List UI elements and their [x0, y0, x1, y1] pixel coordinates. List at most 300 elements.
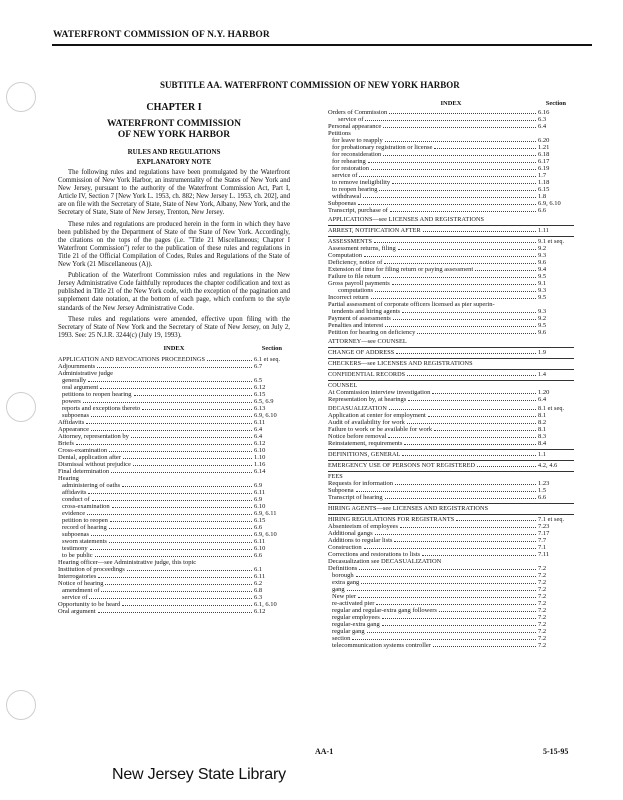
- index-entry: [328, 137, 574, 144]
- index-entry-label: APPLICATIONS—see LICENSES AND REGISTRATIONS: [328, 216, 485, 223]
- index-entry-label: service of: [338, 116, 364, 123]
- index-entry-section: 6.16: [538, 109, 550, 116]
- index-entry-section: 6.4: [254, 432, 263, 440]
- index-entry: [328, 503, 574, 512]
- leader-dots: [365, 120, 536, 121]
- index-entry-section: 1.16: [254, 460, 266, 468]
- index-entry-label: computations: [338, 287, 374, 294]
- index-entry: [328, 207, 574, 214]
- index-entry-section: 7.17: [538, 530, 550, 537]
- leader-dots: [105, 584, 252, 585]
- index-entry: [328, 558, 574, 565]
- index-entry: [328, 369, 574, 378]
- index-entry-section: 7.2: [538, 586, 547, 593]
- index-entry: [58, 426, 290, 433]
- index-entry-label: Petition for hearing on deficiency: [328, 329, 416, 336]
- index-entry-label: regular employees: [332, 614, 380, 621]
- index-entry-label: Assessment returns, filing: [328, 245, 396, 252]
- index-entry-label: Extension of time for filing return or paying assessment: [328, 266, 474, 273]
- index-entry: [328, 144, 574, 151]
- index-entry: [328, 426, 574, 433]
- index-entry: [328, 593, 574, 600]
- leader-dots: [76, 444, 252, 445]
- index-entry: [328, 358, 574, 367]
- index-entry-section: 1.8: [538, 193, 547, 200]
- index-entry: [58, 552, 290, 559]
- leader-dots: [133, 465, 252, 466]
- index-entry: [328, 252, 574, 259]
- index-entry-label: Petitions: [328, 130, 351, 137]
- index-entry: [58, 594, 290, 601]
- leader-dots: [396, 353, 536, 354]
- leader-dots: [101, 591, 252, 592]
- leader-dots: [347, 590, 536, 591]
- leader-dots: [363, 197, 536, 198]
- index-entry: [328, 642, 574, 649]
- index-entry-label: Reinstatement, requirements: [328, 440, 403, 447]
- explanatory-paragraph: The following rules and regulations have been promulgated by the Waterfront Commission of New York Harbor, an instrumentality of the States of New York and New Jersey, pursuant to the authority of the Waterfront Commission Act, Part I, Article IV, Section 7 [New York L. 1953, ch. 882; New Jersey L. 1953, ch. 202], and are on file with the Secretary of State, State of New York, Albany, New York, and the Secretary of State, State of New Jersey, Trenton, New Jersey.: [58, 169, 290, 217]
- leader-dots: [86, 423, 252, 424]
- leader-dots: [385, 141, 536, 142]
- index-entry-label: sworn statements: [62, 537, 107, 545]
- index-entry: [328, 460, 574, 469]
- index-entry-label: Additional gangs: [328, 530, 373, 537]
- index-entry-label: telecommunication systems controller: [332, 642, 431, 649]
- index-entry-section: 1.11: [538, 227, 549, 234]
- index-entry: [328, 600, 574, 607]
- index-entry: [328, 322, 574, 329]
- index-list-left: [58, 356, 290, 615]
- explanatory-note-heading: EXPLANATORY NOTE: [136, 158, 212, 166]
- index-entry: [58, 356, 290, 363]
- index-entry: [58, 363, 290, 370]
- index-entry-label: Orders of Commission: [328, 109, 388, 116]
- index-entry: [328, 308, 574, 315]
- index-entry: [58, 433, 290, 440]
- index-entry-section: 7.2: [538, 600, 547, 607]
- leader-dots: [392, 183, 536, 184]
- index-entry-label: to remove ineligibility: [332, 179, 391, 186]
- punch-hole: [6, 82, 36, 112]
- index-entry-section: 9.5: [538, 322, 547, 329]
- index-entry: [328, 301, 574, 308]
- leader-dots: [428, 416, 536, 417]
- index-title: INDEX: [163, 344, 185, 352]
- leader-dots: [207, 360, 252, 361]
- index-entry: [328, 405, 574, 412]
- index-entry: [328, 440, 574, 447]
- index-entry: [58, 489, 290, 496]
- leader-dots: [398, 249, 536, 250]
- index-entry: [328, 471, 574, 480]
- index-entry-section: 6.5, 6.9: [254, 397, 274, 405]
- index-entry-label: administering of oaths: [62, 481, 121, 489]
- index-entry: [328, 130, 574, 137]
- index-entry-section: 7.2: [538, 593, 547, 600]
- index-entry-label: New pier: [332, 593, 357, 600]
- index-entry-section: 7.1: [538, 544, 547, 551]
- index-entry: [58, 538, 290, 545]
- index-entry-section: 6.6: [254, 551, 263, 559]
- index-entry: [328, 389, 574, 396]
- leader-dots: [109, 528, 252, 529]
- index-entry-label: Representation by, at hearings: [328, 396, 407, 403]
- explanatory-paragraph: These rules and regulations were amended, effective upon filing with the Secretary of State of New York and the Secretary of State of New Jersey, on July 2, 1993. See: 25 N.J.R. 3244(c) (July 19, 1993).: [58, 315, 290, 339]
- index-entry-label: Additions to regular lists: [328, 537, 393, 544]
- section-column-header: Section: [545, 100, 566, 107]
- index-entry-label: petition to reopen: [62, 516, 108, 524]
- leader-dots: [359, 176, 536, 177]
- leader-dots: [356, 576, 536, 577]
- index-entry: [328, 494, 574, 501]
- index-entry-label: borough: [332, 572, 354, 579]
- index-entry-section: 6.9: [254, 481, 263, 489]
- leader-dots: [88, 381, 252, 382]
- leader-dots: [456, 520, 536, 521]
- index-entry-label: Hearing: [58, 474, 79, 482]
- leader-dots: [364, 256, 536, 257]
- index-entry-label: evidence: [62, 509, 86, 517]
- index-entry-section: 6.3: [538, 116, 547, 123]
- index-entry-section: 6.6: [538, 494, 547, 501]
- leader-dots: [402, 455, 536, 456]
- index-entry: [328, 347, 574, 356]
- leader-dots: [422, 555, 536, 556]
- leader-dots: [383, 277, 536, 278]
- index-entry-section: 7.23: [538, 523, 550, 530]
- index-entry: [328, 480, 574, 487]
- index-entry: [58, 405, 290, 412]
- index-entry-section: 6.6: [254, 523, 263, 531]
- index-entry-label: subpoenas: [62, 530, 90, 538]
- index-entry: [328, 635, 574, 642]
- index-entry-section: 6.15: [254, 516, 266, 524]
- leader-dots: [358, 597, 536, 598]
- index-entry: [328, 338, 574, 345]
- index-entry-label: Personal appearance: [328, 123, 382, 130]
- index-entry-label: Affidavits: [58, 418, 85, 426]
- index-entry: [328, 158, 574, 165]
- index-list-right: [328, 109, 574, 649]
- subtitle-heading: SUBTITLE AA. WATERFRONT COMMISSION OF NEW YORK HARBOR: [160, 80, 460, 90]
- leader-dots: [389, 113, 536, 114]
- index-entry: [58, 377, 290, 384]
- index-entry-label: Decasualization see DECASUALIZATION: [328, 558, 442, 565]
- index-entry-section: 6.12: [254, 383, 266, 391]
- index-entry-section: 8.1: [538, 426, 547, 433]
- index-entry-label: generally: [62, 376, 87, 384]
- index-entry-label: tendents and hiring agents: [332, 308, 401, 315]
- index-entry: [58, 412, 290, 419]
- leader-dots: [97, 367, 252, 368]
- leader-dots: [423, 231, 536, 232]
- leader-dots: [134, 395, 253, 396]
- index-entry-label: subpoenas: [62, 411, 90, 419]
- index-entry-section: 1.9: [538, 349, 547, 356]
- index-entry: [58, 468, 290, 475]
- left-column: [58, 100, 290, 615]
- index-entry: [328, 565, 574, 572]
- index-entry-section: 9.3: [538, 252, 547, 259]
- index-entry-label: gang: [332, 586, 345, 593]
- leader-dots: [395, 484, 536, 485]
- index-entry-section: 1.4: [538, 371, 547, 378]
- index-entry: [328, 236, 574, 245]
- index-entry-label: ATTORNEY—see COUNSEL: [328, 338, 407, 345]
- index-entry-label: Failure to file return: [328, 273, 381, 280]
- leader-dots: [87, 514, 252, 515]
- index-entry-section: 1.18: [538, 179, 550, 186]
- leader-dots: [371, 298, 536, 299]
- explanatory-paragraph: Publication of the Waterfront Commission rules and regulations in the New Jersey Administrative Code faithfully reproduces the chapter codification and text as published in Title 21 of the New York code, with the exception of the pagination and supplement date notation, at the bottom of each page, which conform to the style standards of the New Jersey Administrative Code.: [58, 272, 290, 312]
- index-entry-section: 6.15: [538, 186, 550, 193]
- leader-dots: [379, 190, 536, 191]
- index-entry-section: 6.3: [254, 593, 263, 601]
- index-entry: [58, 454, 290, 461]
- index-entry: [328, 537, 574, 544]
- index-entry: [58, 517, 290, 524]
- index-entry: [58, 370, 290, 377]
- index-entry-section: 6.4: [538, 123, 547, 130]
- leader-dots: [400, 527, 536, 528]
- index-entry-label: Subpoena: [328, 487, 354, 494]
- index-entry: [58, 391, 290, 398]
- index-entry: [328, 412, 574, 419]
- index-entry-label: Dismissal without prejudice: [58, 460, 131, 468]
- index-entry-section: 6.7: [254, 362, 263, 370]
- index-entry-label: Definitions: [328, 565, 358, 572]
- leader-dots: [390, 211, 536, 212]
- index-entry: [58, 566, 290, 573]
- index-entry: [328, 151, 574, 158]
- index-entry: [328, 200, 574, 207]
- leader-dots: [382, 625, 536, 626]
- index-entry-label: DECASUALIZATION: [328, 405, 387, 412]
- index-entry: [328, 273, 574, 280]
- leader-dots: [434, 430, 536, 431]
- index-entry: [328, 216, 574, 223]
- right-column: [328, 100, 574, 649]
- index-entry-section: 9.2: [538, 245, 547, 252]
- index-entry-section: 8.2: [538, 419, 547, 426]
- index-entry: [328, 225, 574, 234]
- index-entry-section: 6.8: [254, 586, 263, 594]
- index-entry-label: COUNSEL: [328, 382, 358, 389]
- leader-dots: [432, 393, 536, 394]
- index-entry-label: Payment of assessments: [328, 315, 391, 322]
- index-entry-section: 1.23: [538, 480, 550, 487]
- index-entry: [328, 419, 574, 426]
- supplement-date: 5-15-95: [543, 747, 569, 756]
- index-entry: [328, 523, 574, 530]
- index-entry: [328, 329, 574, 336]
- leader-dots: [402, 312, 536, 313]
- index-entry-label: DEFINITIONS, GENERAL: [328, 451, 401, 458]
- leader-dots: [358, 204, 536, 205]
- leader-dots: [109, 542, 252, 543]
- index-entry-label: Corrections and restorations to lists: [328, 551, 421, 558]
- leader-dots: [392, 284, 536, 285]
- index-entry: [328, 266, 574, 273]
- leader-dots: [388, 437, 536, 438]
- index-entry: [328, 259, 574, 266]
- index-entry-section: 6.18: [538, 151, 550, 158]
- index-entry-section: 6.11: [254, 537, 266, 545]
- index-entry: [328, 514, 574, 523]
- section-column-header: Section: [261, 344, 282, 352]
- index-entry: [328, 614, 574, 621]
- explanatory-paragraph: These rules and regulations are produced herein in the form in which they have been published by the Department of State of the State of New York. Accordingly, the citations on the tops of the pages (i.e. "Title 21 Miscellaneous; Chapter I Waterfront Commission") refer to the publication of these rules and regulations in Title 21 of the Official Compilation of Codes, Rules and Regulations of the State of New York (21 Miscellaneous (A)).: [58, 220, 290, 269]
- index-entry-section: 6.19: [538, 165, 550, 172]
- leader-dots: [394, 541, 536, 542]
- index-entry: [58, 384, 290, 391]
- index-entry-section: 7.2: [538, 642, 547, 649]
- index-entry-label: regular gang: [332, 628, 365, 635]
- leader-dots: [371, 169, 536, 170]
- index-entry-label: amendment of: [62, 586, 100, 594]
- index-entry: [328, 179, 574, 186]
- index-entry-label: extra gang: [332, 579, 360, 586]
- leader-dots: [361, 583, 536, 584]
- index-entry-label: ASSESSMENTS: [328, 238, 373, 245]
- index-entry: [328, 530, 574, 537]
- index-title: INDEX: [440, 100, 462, 107]
- index-entry-label: CHECKERS—see LICENSES AND REGISTRATIONS: [328, 360, 473, 367]
- index-entry-section: 1.20: [538, 389, 550, 396]
- index-entry-label: Subpoenas: [328, 200, 357, 207]
- index-entry: [58, 587, 290, 594]
- index-entry: [328, 165, 574, 172]
- index-entry-section: 6.1: [254, 565, 263, 573]
- index-entry: [328, 315, 574, 322]
- index-entry-label: Requests for information: [328, 480, 393, 487]
- index-entry-section: 6.4: [538, 396, 547, 403]
- index-entry-section: 6.2: [254, 579, 263, 587]
- index-entry-label: Attorney, representation by: [58, 432, 129, 440]
- index-entry-section: 9.2: [538, 315, 547, 322]
- leader-dots: [89, 598, 252, 599]
- index-entry-section: 6.9, 6.10: [538, 200, 561, 207]
- index-entry-section: 1.5: [538, 487, 547, 494]
- index-entry-label: Interrogatories: [58, 572, 97, 580]
- index-entry-label: record of hearing: [62, 523, 107, 531]
- index-entry: [328, 572, 574, 579]
- index-entry-label: withdrawal: [332, 193, 362, 200]
- index-entry: [328, 449, 574, 458]
- index-entry: [58, 608, 290, 615]
- leader-dots: [98, 577, 252, 578]
- leader-dots: [364, 548, 536, 549]
- index-entry-section: 7.2: [538, 635, 547, 642]
- index-entry-section: 7.1 et seq.: [538, 516, 565, 523]
- leader-dots: [375, 534, 536, 535]
- leader-dots: [91, 430, 252, 431]
- index-entry-section: 6.12: [254, 607, 266, 615]
- leader-dots: [111, 472, 252, 473]
- index-entry: [328, 172, 574, 179]
- leader-dots: [91, 416, 252, 417]
- leader-dots: [123, 458, 252, 459]
- index-header: [58, 345, 290, 354]
- index-entry-label: for probationary registration or license: [332, 144, 433, 151]
- index-entry: [58, 475, 290, 482]
- index-entry: [328, 396, 574, 403]
- index-entry-section: 6.11: [254, 488, 266, 496]
- index-entry-label: Transcript, purchase of: [328, 207, 388, 214]
- index-entry-label: Appearance: [58, 425, 90, 433]
- running-head: WATERFRONT COMMISSION OF N.Y. HARBOR: [53, 30, 270, 40]
- index-entry-label: Briefs: [58, 439, 74, 447]
- commission-title-line: OF NEW YORK HARBOR: [117, 130, 231, 140]
- index-entry: [328, 544, 574, 551]
- index-entry-section: 7.2: [538, 614, 547, 621]
- index-entry-label: APPLICATION AND REVOCATIONS PROCEEDINGS: [58, 355, 206, 363]
- index-entry-section: 9.1: [538, 280, 547, 287]
- index-entry-section: 6.9: [254, 495, 263, 503]
- index-entry-label: Construction: [328, 544, 362, 551]
- leader-dots: [407, 423, 536, 424]
- index-entry-section: 8.3: [538, 433, 547, 440]
- index-entry: [328, 245, 574, 252]
- leader-dots: [109, 451, 252, 452]
- leader-dots: [88, 493, 252, 494]
- leader-dots: [382, 618, 536, 619]
- index-entry: [328, 380, 574, 389]
- index-entry: [58, 398, 290, 405]
- index-entry-label: FEES: [328, 473, 343, 480]
- index-entry-section: 6.17: [538, 158, 550, 165]
- index-entry-section: 8.1: [538, 412, 547, 419]
- index-entry: [328, 116, 574, 123]
- leader-dots: [131, 437, 252, 438]
- index-entry-section: 7.7: [538, 537, 547, 544]
- index-entry-label: Computation: [328, 252, 362, 259]
- index-entry-label: cross-examination: [62, 502, 110, 510]
- page-number: AA-1: [315, 747, 334, 756]
- leader-dots: [368, 162, 536, 163]
- index-entry-section: 9.5: [538, 273, 547, 280]
- index-entry-label: Transcript of hearing: [328, 494, 383, 501]
- index-entry-label: regular and regular-extra gang followers: [332, 607, 437, 614]
- index-entry-section: 6.11: [254, 572, 266, 580]
- index-entry-section: 7.2: [538, 628, 547, 635]
- index-entry: [328, 123, 574, 130]
- index-entry-label: Hearing officer—see Administrative judge, this topic: [58, 558, 197, 566]
- commission-title-line: WATERFRONT COMMISSION: [107, 119, 241, 129]
- leader-dots: [477, 466, 536, 467]
- index-entry-label: Adjournments: [58, 362, 96, 370]
- index-entry-label: Denial, application after: [58, 453, 121, 461]
- index-entry-label: EMERGENCY USE OF PERSONS NOT REGISTERED: [328, 462, 476, 469]
- leader-dots: [352, 639, 536, 640]
- index-entry-label: CHANGE OF ADDRESS: [328, 349, 395, 356]
- index-entry-label: HIRING AGENTS—see LICENSES AND REGISTRATIONS: [328, 505, 489, 512]
- header-rule: [52, 44, 592, 46]
- index-entry: [58, 503, 290, 510]
- index-entry-section: 6.10: [254, 502, 266, 510]
- index-entry-label: Notice of hearing: [58, 579, 104, 587]
- index-entry-label: Incorrect return: [328, 294, 369, 301]
- index-entry-label: service of: [62, 593, 88, 601]
- library-stamp: New Jersey State Library: [112, 766, 286, 783]
- index-entry-section: 7.11: [538, 551, 550, 558]
- index-entry-label: powers: [62, 397, 81, 405]
- commission-title: [58, 119, 290, 141]
- index-entry-section: 6.1, 6.10: [254, 600, 277, 608]
- index-entry-section: 6.13: [254, 404, 266, 412]
- index-entry-section: 6.1 et seq.: [254, 355, 281, 363]
- index-entry: [58, 447, 290, 454]
